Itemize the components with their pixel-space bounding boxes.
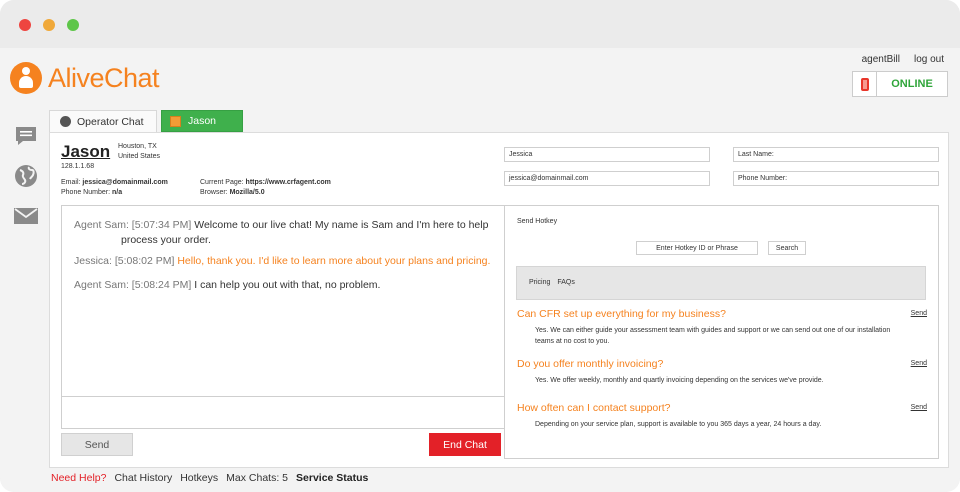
email-label: Email: [61, 179, 81, 186]
hotkey-title: Send Hotkey [517, 218, 558, 225]
max-chats: Max Chats: 5 [226, 472, 289, 484]
close-window-button[interactable] [19, 19, 31, 31]
tab-pricing[interactable]: Pricing [529, 279, 551, 286]
message-text: I can help you out with that, no problem. [194, 279, 381, 291]
chat-panel [49, 132, 949, 468]
tab-visitor-jason[interactable] [161, 110, 243, 132]
visitor-phone: n/a [111, 189, 123, 196]
phone-label: Phone Number: [61, 189, 111, 196]
app-body [0, 48, 960, 492]
alivechat-logo [10, 60, 159, 96]
faq-question[interactable]: Can CFR set up everything for my business? [517, 308, 726, 320]
visitor-ip: 128.1.1.68 [61, 163, 95, 170]
tab-label: Jason [188, 115, 217, 127]
browser-label: Browser: [200, 189, 228, 196]
status-toggle[interactable] [852, 71, 948, 97]
last-name-field[interactable]: Last Name: [733, 147, 939, 162]
account-bar [862, 54, 944, 65]
message-text-continued: process your order. [121, 234, 211, 246]
faq-answer: Yes. We offer weekly, monthly and quartly invoicing depending on the services we've provide. [535, 377, 824, 384]
username: agentBill [861, 54, 900, 65]
minimize-window-button[interactable] [43, 19, 55, 31]
first-name-field[interactable]: Jessica [504, 147, 710, 162]
message-text: Hello, thank you. I'd like to learn more about your plans and pricing. [177, 255, 491, 267]
chat-message [74, 254, 490, 269]
status-label: ONLINE [891, 78, 933, 90]
tab-faqs[interactable]: FAQs [557, 279, 575, 286]
visitor-current-page: https://www.crfagent.com [245, 179, 331, 186]
visitor-name: Jason [61, 142, 111, 161]
visitor-session-info [200, 178, 331, 198]
hotkey-tabs [516, 266, 926, 300]
message-input[interactable] [61, 396, 505, 429]
faq-send-link[interactable]: Send [910, 310, 927, 317]
message-text: Welcome to our live chat! My name is Sam and I'm here to help [194, 219, 489, 231]
title-bar [0, 0, 960, 48]
globe-icon[interactable] [12, 162, 40, 190]
hotkeys-link[interactable]: Hotkeys [180, 472, 219, 484]
message-sender: Agent Sam: [5:08:24 PM] [74, 279, 192, 291]
tab-label: Operator Chat [77, 115, 144, 128]
visitor-location [118, 142, 160, 162]
message-sender: Agent Sam: [5:07:34 PM] [74, 219, 192, 231]
message-sender: Jessica: [5:08:02 PM] [74, 255, 175, 267]
visitor-browser: Mozilla/5.0 [229, 189, 265, 196]
faq-question[interactable]: Do you offer monthly invoicing? [517, 358, 664, 370]
faq-question[interactable]: How often can I contact support? [517, 402, 671, 414]
chat-message [74, 218, 488, 248]
chat-history-link[interactable]: Chat History [114, 472, 173, 484]
phone-field[interactable]: Phone Number: [733, 171, 939, 186]
service-status-link[interactable]: Service Status [296, 472, 369, 484]
visitor-flag-icon [170, 116, 181, 127]
footer-bar [51, 472, 368, 484]
faq-send-link[interactable]: Send [910, 360, 927, 367]
page-label: Current Page: [200, 179, 244, 186]
email-field[interactable]: jessica@domainmail.com [504, 171, 710, 186]
faq-send-link[interactable]: Send [910, 404, 927, 411]
visitor-country: United States [118, 153, 161, 160]
hotkey-panel [504, 205, 939, 459]
visitor-email: jessica@domainmail.com [82, 179, 168, 186]
operator-icon [60, 116, 71, 127]
visitor-city: Houston, TX [118, 143, 157, 150]
chat-message [74, 278, 380, 293]
hotkey-search-input[interactable]: Enter Hotkey ID or Phrase [636, 241, 758, 255]
logo-person-icon [10, 62, 42, 94]
mail-icon[interactable] [12, 202, 40, 230]
logout-link[interactable]: log out [913, 54, 944, 65]
need-help-link[interactable]: Need Help? [51, 472, 107, 484]
sidebar [12, 122, 40, 242]
phone-icon [853, 72, 877, 96]
chat-icon[interactable] [12, 122, 40, 150]
faq-answer: Yes. We can either guide your assessment team with guides and support or we can send out one of our installation teams at no cost to you. [535, 327, 891, 345]
visitor-contact-info [61, 178, 168, 198]
end-chat-button[interactable]: End Chat [429, 433, 501, 456]
brand-name: AliveChat [48, 62, 160, 93]
send-button[interactable]: Send [61, 433, 133, 456]
hotkey-search-button[interactable]: Search [768, 241, 806, 255]
chat-transcript [61, 205, 505, 419]
faq-answer: Depending on your service plan, support is available to you 365 days a year, 24 hours a day. [535, 421, 822, 428]
tab-operator-chat[interactable] [49, 110, 157, 132]
zoom-window-button[interactable] [67, 19, 79, 31]
